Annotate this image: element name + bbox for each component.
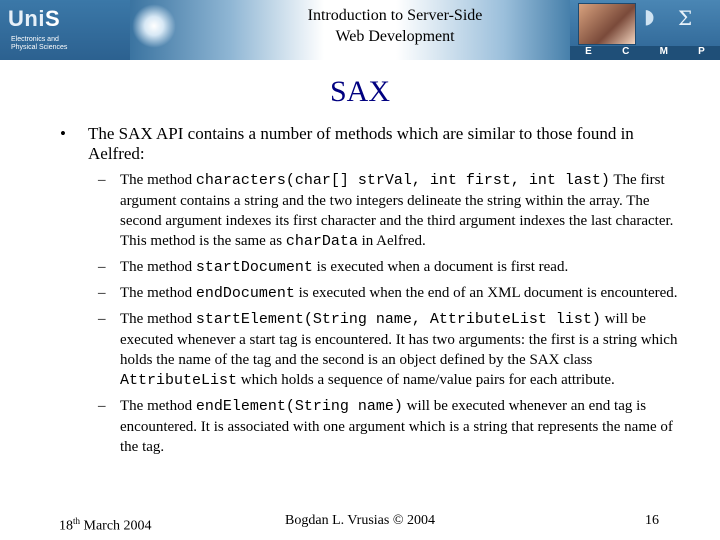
- list-item: – The method endDocument is executed when the end of an XML document is encountered.: [98, 285, 678, 302]
- list-item: – The method characters(char[] strVal, int first, int last) The first argument contains a string and the two integers delineate the string within the array. The second argument indexes its first character and the third argument indexes the last character. This method is the same as charData in Aelfred.: [98, 172, 674, 250]
- list-item: – The method startElement(String name, AttributeList list) will be executed whenever a start tag is encountered. It has two arguments: the first is a string which holds the name of the tag and the second is an object defined by the SAX class AttributeList which holds a sequence of name/value pairs for each attribute.: [98, 311, 678, 389]
- student-photo: [578, 3, 636, 45]
- footer-author: Bogdan L. Vrusias © 2004: [285, 513, 435, 528]
- dash-icon: –: [98, 259, 106, 275]
- list-item: – The method startDocument is executed when a document is first read.: [98, 259, 569, 276]
- dash-icon: –: [98, 285, 106, 301]
- list-item: – The method endElement(String name) will be executed whenever an end tag is encountered. It is associated with one argument which is a string that represents the name of the tag.: [98, 398, 673, 455]
- logo-wordmark: UniS: [8, 6, 61, 31]
- dolphin-icon: ◗: [644, 4, 655, 28]
- footer-date: 18th March 2004: [59, 516, 152, 534]
- dash-icon: –: [98, 398, 106, 414]
- bullet-icon: •: [60, 124, 66, 143]
- header-image-collage: [570, 0, 720, 60]
- page-number: 16: [645, 513, 659, 528]
- method-list: [88, 170, 680, 457]
- sigma-icon: Σ: [678, 6, 693, 30]
- slide-title: SAX: [329, 75, 390, 108]
- dash-icon: –: [98, 311, 106, 327]
- slide-body: [60, 124, 680, 462]
- course-title: Introduction to Server-Side Web Development: [307, 7, 483, 45]
- department-name: Electronics and Physical Sciences: [11, 36, 68, 51]
- ecmp-strip: E C M P: [570, 46, 720, 60]
- dash-icon: –: [98, 172, 106, 188]
- header-banner: [0, 0, 720, 60]
- university-logo: [0, 0, 130, 60]
- main-bullet: • The SAX API contains a number of methods which are similar to those found in Aelfred:: [60, 124, 634, 163]
- sparkle-decoration-icon: [132, 4, 176, 48]
